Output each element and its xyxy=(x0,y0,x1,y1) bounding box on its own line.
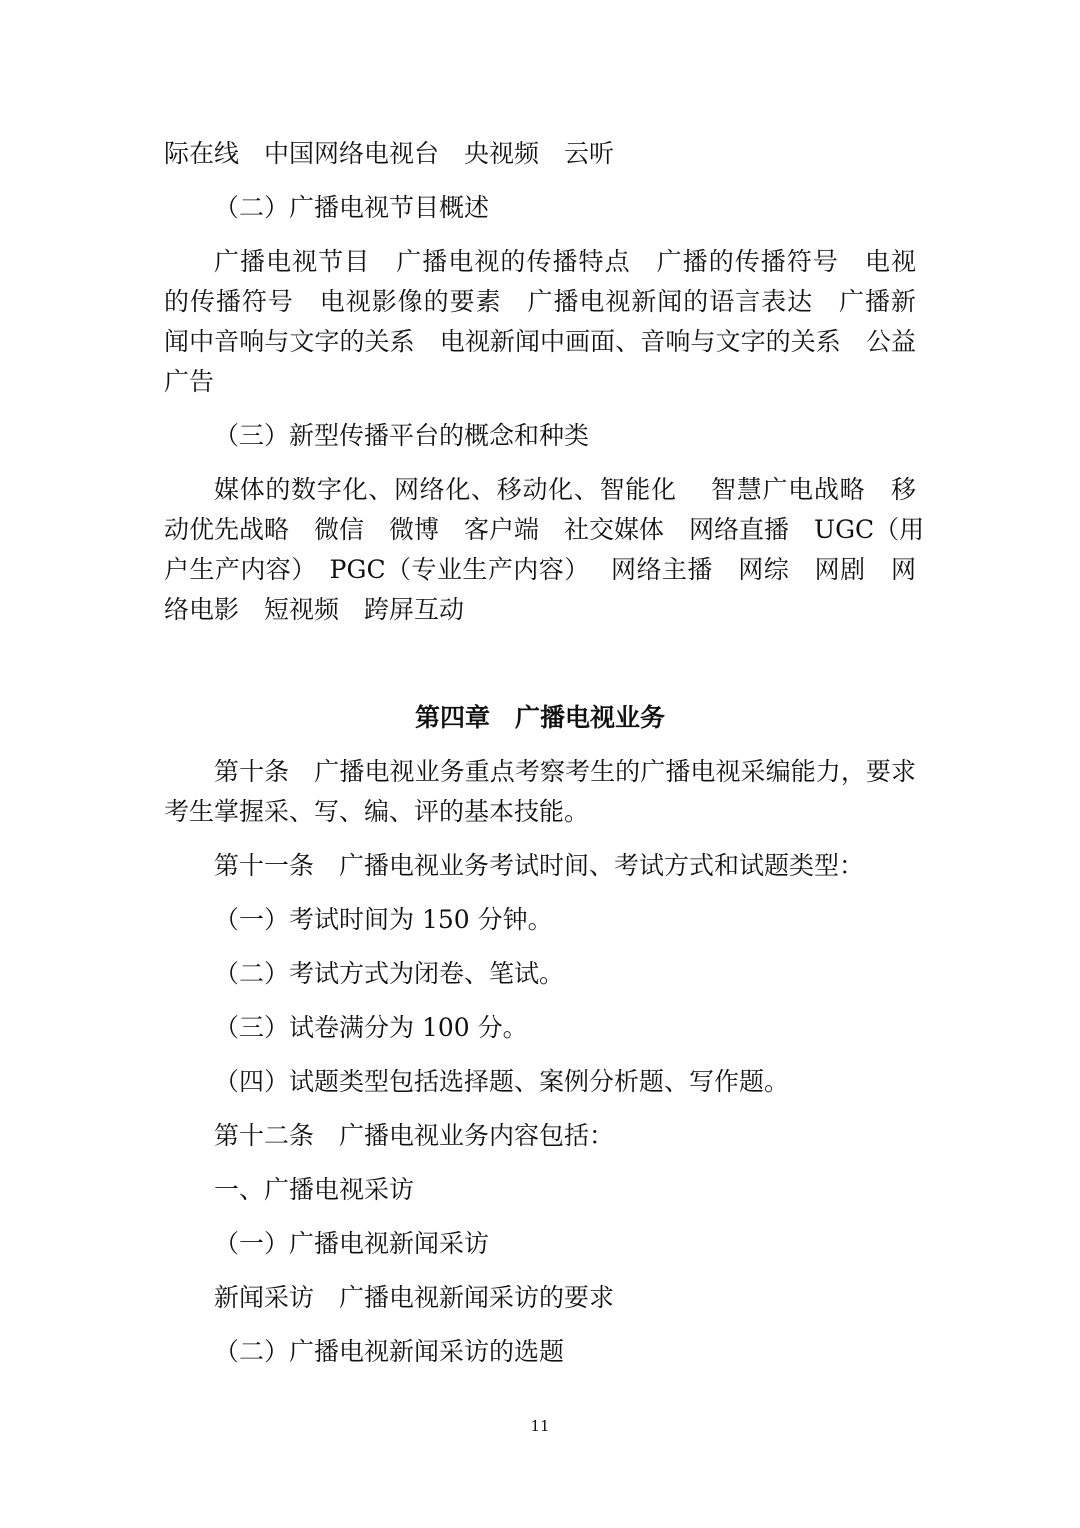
text-line: 第十条 广播电视业务重点考察考生的广播电视采编能力，要求 xyxy=(214,757,916,786)
text-line: （三）试卷满分为 100 分。 xyxy=(214,1013,528,1042)
text-line: 际在线 中国网络电视台 央视频 云听 xyxy=(164,139,615,168)
text-line: （二）考试方式为闭卷、笔试。 xyxy=(214,959,565,988)
text-line: （四）试题类型包括选择题、案例分析题、写作题。 xyxy=(214,1067,790,1096)
text-line: （一）考试时间为 150 分钟。 xyxy=(214,905,553,934)
text-line: 第十一条 广播电视业务考试时间、考试方式和试题类型： xyxy=(214,851,865,880)
text-line: 新闻采访 广播电视新闻采访的要求 xyxy=(214,1283,615,1312)
section-heading: 一、广播电视采访 xyxy=(214,1175,415,1204)
page-number: 11 xyxy=(530,1417,550,1435)
text-line: 户生产内容） PGC（专业生产内容） 网络主播 网综 网剧 网 xyxy=(164,555,916,584)
text-line: 络电影 短视频 跨屏互动 xyxy=(164,595,465,624)
text-line: 的传播符号 电视影像的要素 广播电视新闻的语言表达 广播新 xyxy=(164,287,916,316)
text-line: 媒体的数字化、网络化、移动化、智能化 智慧广电战略 移 xyxy=(214,475,916,504)
chapter-title: 第四章 广播电视业务 xyxy=(414,703,665,732)
text-line: 动优先战略 微信 微博 客户端 社交媒体 网络直播 UGC（用 xyxy=(164,515,925,544)
text-line: 广播电视节目 广播电视的传播特点 广播的传播符号 电视 xyxy=(214,247,916,276)
section-heading: （一）广播电视新闻采访 xyxy=(214,1229,490,1258)
text-line: 考生掌握采、写、编、评的基本技能。 xyxy=(164,797,590,826)
section-heading: （三）新型传播平台的概念和种类 xyxy=(214,421,590,450)
section-heading: （二）广播电视新闻采访的选题 xyxy=(214,1337,565,1366)
text-line: 广告 xyxy=(164,367,215,396)
section-heading: （二）广播电视节目概述 xyxy=(214,193,490,222)
text-line: 第十二条 广播电视业务内容包括： xyxy=(214,1121,615,1150)
text-line: 闻中音响与文字的关系 电视新闻中画面、音响与文字的关系 公益 xyxy=(164,327,916,356)
